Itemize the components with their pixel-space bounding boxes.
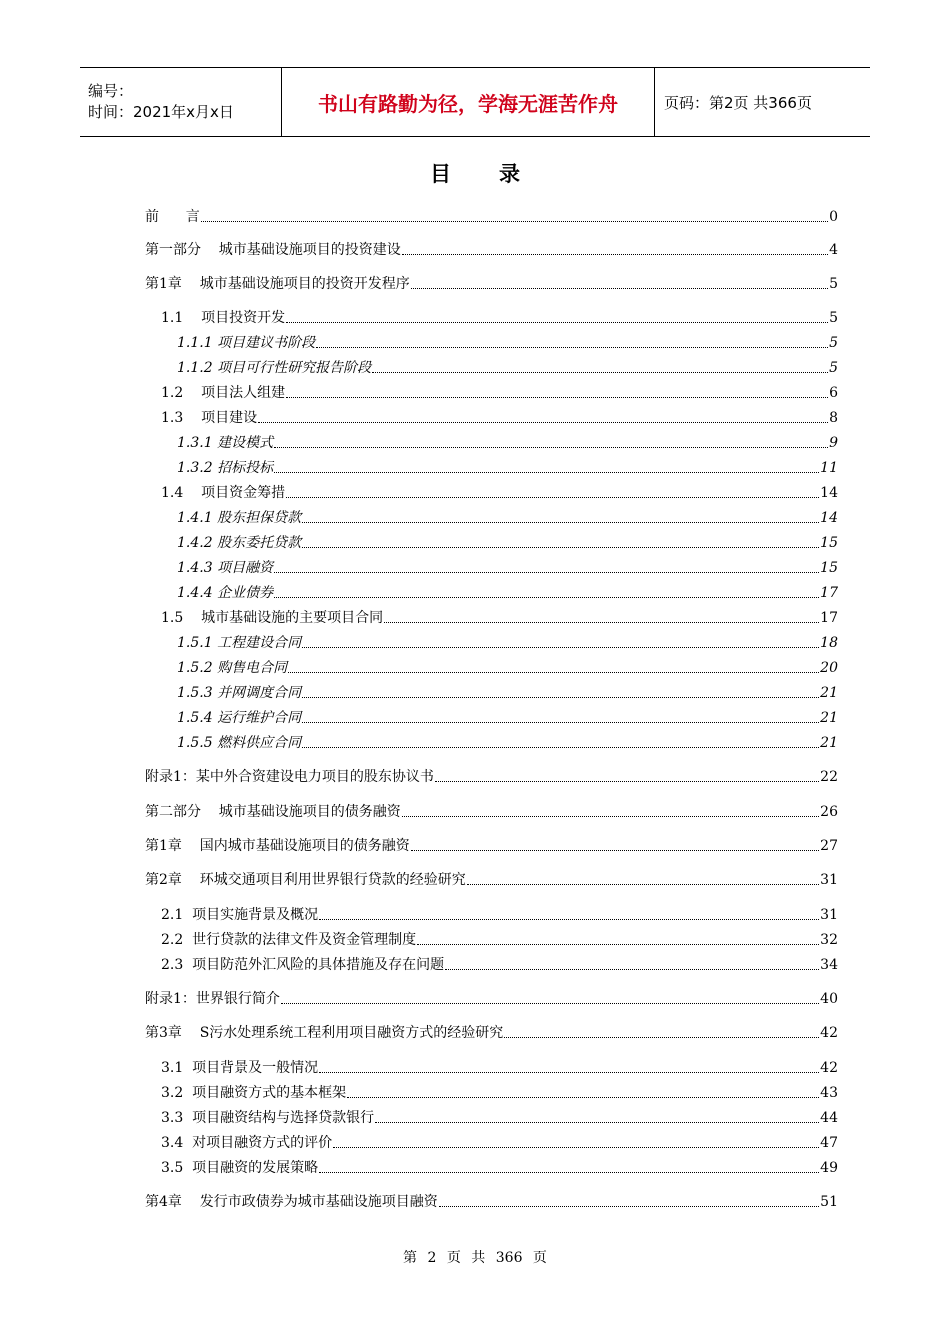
toc-entry-label: 第1章 国内城市基础设施项目的债务融资	[145, 838, 410, 854]
toc-entry-page: 11	[820, 460, 838, 476]
toc-entry[interactable]	[145, 332, 838, 352]
toc-entry[interactable]	[145, 929, 838, 949]
toc-entry[interactable]	[145, 507, 838, 527]
toc-entry[interactable]	[145, 682, 838, 702]
toc-leader-dots	[445, 969, 819, 970]
toc-entry-label: 附录1：某中外合资建设电力项目的股东协议书	[145, 769, 434, 785]
toc-entry-label: 3.1 项目背景及一般情况	[161, 1060, 319, 1076]
toc-entry-label: 1.4.2 股东委托贷款	[177, 535, 302, 551]
toc-entry[interactable]	[145, 206, 838, 226]
toc-leader-dots	[302, 547, 819, 548]
toc-entry[interactable]	[145, 557, 838, 577]
toc-leader-dots	[281, 1003, 819, 1004]
document-date: 时间：2021年x月x日	[88, 103, 234, 121]
toc-entry[interactable]	[145, 1191, 838, 1211]
toc-entry-page: 15	[820, 560, 838, 576]
toc-entry-label: 附录1：世界银行简介	[145, 991, 280, 1007]
toc-leader-dots	[347, 1097, 819, 1098]
toc-entry-page: 47	[820, 1135, 838, 1151]
toc-entry-label: 前 言	[145, 209, 200, 225]
toc-entry-page: 21	[820, 710, 838, 726]
toc-entry[interactable]	[145, 1107, 838, 1127]
toc-entry[interactable]	[145, 357, 838, 377]
toc-entry-page: 31	[820, 907, 838, 923]
toc-entry[interactable]	[145, 988, 838, 1008]
header-meta	[80, 68, 282, 136]
toc-entry-label: 3.5 项目融资的发展策略	[161, 1160, 319, 1176]
toc-entry-page: 5	[829, 335, 838, 351]
toc-entry-page: 14	[820, 510, 838, 526]
toc-entry-page: 40	[820, 991, 838, 1007]
toc-leader-dots	[504, 1037, 819, 1038]
toc-entry-page: 42	[820, 1025, 838, 1041]
toc-leader-dots	[384, 622, 819, 623]
toc-entry-page: 14	[820, 485, 838, 501]
toc-entry-page: 42	[820, 1060, 838, 1076]
toc-entry-label: 第2章 环城交通项目利用世界银行贷款的经验研究	[145, 872, 466, 888]
toc-entry[interactable]	[145, 657, 838, 677]
toc-leader-dots	[316, 347, 828, 348]
toc-entry-label: 1.5.5 燃料供应合同	[177, 735, 302, 751]
toc-entry[interactable]	[145, 1132, 838, 1152]
document-number-label: 编号：	[88, 82, 134, 100]
toc-entry-page: 31	[820, 872, 838, 888]
toc-entry-label: 1.5.4 运行维护合同	[177, 710, 302, 726]
toc-leader-dots	[274, 572, 819, 573]
toc-entry[interactable]	[145, 1057, 838, 1077]
toc-entry[interactable]	[145, 532, 838, 552]
toc-leader-dots	[402, 254, 828, 255]
toc-leader-dots	[439, 1206, 819, 1207]
toc-leader-dots	[319, 919, 819, 920]
toc-entry[interactable]	[145, 632, 838, 652]
page-footer: 第 2 页 共 366 页	[403, 1250, 547, 1266]
toc-leader-dots	[319, 1072, 819, 1073]
toc-entry-page: 9	[829, 435, 838, 451]
toc-entry[interactable]	[145, 582, 838, 602]
toc-leader-dots	[411, 850, 819, 851]
toc-entry-page: 43	[820, 1085, 838, 1101]
toc-entry-label: 第一部分 城市基础设施项目的投资建设	[145, 242, 401, 258]
toc-leader-dots	[302, 747, 819, 748]
toc-entry[interactable]	[145, 766, 838, 786]
toc-entry-page: 20	[820, 660, 838, 676]
toc-entry-label: 1.3.2 招标投标	[177, 460, 274, 476]
toc-entry-page: 18	[820, 635, 838, 651]
toc-leader-dots	[286, 497, 819, 498]
toc-entry-page: 17	[820, 610, 838, 626]
toc-leader-dots	[375, 1122, 819, 1123]
toc-entry-page: 6	[829, 385, 838, 401]
toc-entry[interactable]	[145, 707, 838, 727]
toc-entry-label: 2.2 世行贷款的法律文件及资金管理制度	[161, 932, 417, 948]
toc-entry-page: 22	[820, 769, 838, 785]
toc-entry-page: 51	[820, 1194, 838, 1210]
toc-entry-page: 44	[820, 1110, 838, 1126]
toc-entry-page: 5	[829, 276, 838, 292]
toc-leader-dots	[467, 884, 819, 885]
toc-entry[interactable]	[145, 954, 838, 974]
toc-entry-label: 第4章 发行市政债券为城市基础设施项目融资	[145, 1194, 438, 1210]
toc-entry-label: 第二部分 城市基础设施项目的债务融资	[145, 804, 401, 820]
toc-entry-label: 1.5.1 工程建设合同	[177, 635, 302, 651]
toc-title: 目录	[430, 162, 568, 186]
toc-entry-label: 第3章 S污水处理系统工程利用项目融资方式的经验研究	[145, 1025, 504, 1041]
page-header	[80, 67, 870, 137]
toc-leader-dots	[319, 1172, 819, 1173]
toc-leader-dots	[402, 816, 819, 817]
header-motto: 书山有路勤为径，学海无涯苦作舟	[282, 68, 655, 136]
toc-entry-page: 26	[820, 804, 838, 820]
toc-leader-dots	[274, 597, 819, 598]
toc-entry-page: 21	[820, 735, 838, 751]
toc-entry-label: 2.3 项目防范外汇风险的具体措施及存在问题	[161, 957, 445, 973]
toc-entry-page: 4	[829, 242, 838, 258]
toc-leader-dots	[286, 322, 828, 323]
toc-entry-page: 49	[820, 1160, 838, 1176]
toc-leader-dots	[302, 647, 819, 648]
toc-entry-label: 1.5 城市基础设施的主要项目合同	[161, 610, 384, 626]
toc-entry-label: 3.4 对项目融资方式的评价	[161, 1135, 333, 1151]
toc-leader-dots	[435, 781, 819, 782]
toc-leader-dots	[288, 672, 819, 673]
toc-entry[interactable]	[145, 869, 838, 889]
toc-entry-label: 1.4.4 企业债券	[177, 585, 274, 601]
toc-entry[interactable]	[145, 904, 838, 924]
toc-entry-label: 第1章 城市基础设施项目的投资开发程序	[145, 276, 410, 292]
toc-entry-page: 0	[829, 209, 838, 225]
toc-entry[interactable]	[145, 307, 838, 327]
toc-entry[interactable]	[145, 1157, 838, 1177]
toc-leader-dots	[258, 422, 828, 423]
toc-entry-page: 17	[820, 585, 838, 601]
toc-leader-dots	[417, 944, 819, 945]
toc-leader-dots	[286, 397, 828, 398]
toc-entry-page: 5	[829, 310, 838, 326]
toc-entry-label: 1.2 项目法人组建	[161, 385, 286, 401]
toc-entry-page: 34	[820, 957, 838, 973]
toc-entry-label: 1.1 项目投资开发	[161, 310, 286, 326]
toc-entry-label: 1.3 项目建设	[161, 410, 258, 426]
toc-entry-label: 1.5.3 并网调度合同	[177, 685, 302, 701]
toc-entry[interactable]	[145, 382, 838, 402]
toc-entry[interactable]	[145, 607, 838, 627]
toc-entry[interactable]	[145, 482, 838, 502]
toc-entry-label: 1.1.2 项目可行性研究报告阶段	[177, 360, 372, 376]
toc-entry-page: 8	[829, 410, 838, 426]
toc-entry[interactable]	[145, 239, 838, 259]
toc-entry[interactable]	[145, 732, 838, 752]
toc-entry[interactable]	[145, 457, 838, 477]
toc-leader-dots	[302, 697, 819, 698]
toc-leader-dots	[274, 472, 819, 473]
toc-leader-dots	[274, 447, 828, 448]
toc-entry-page: 15	[820, 535, 838, 551]
toc-leader-dots	[302, 722, 819, 723]
toc-leader-dots	[302, 522, 819, 523]
toc-entry[interactable]	[145, 273, 838, 293]
toc-entry-label: 1.1.1 项目建议书阶段	[177, 335, 316, 351]
toc-entry-label: 2.1 项目实施背景及概况	[161, 907, 319, 923]
toc-entry-page: 21	[820, 685, 838, 701]
toc-entry-label: 3.2 项目融资方式的基本框架	[161, 1085, 347, 1101]
toc-entry-page: 27	[820, 838, 838, 854]
toc-leader-dots	[333, 1147, 819, 1148]
toc-leader-dots	[411, 288, 828, 289]
toc-leader-dots	[201, 221, 828, 222]
toc-entry[interactable]	[145, 1082, 838, 1102]
toc-entry[interactable]	[145, 835, 838, 855]
toc-entry[interactable]	[145, 432, 838, 452]
toc-entry-label: 1.4.1 股东担保贷款	[177, 510, 302, 526]
toc-entry-page: 32	[820, 932, 838, 948]
toc-entry-label: 3.3 项目融资结构与选择贷款银行	[161, 1110, 375, 1126]
toc-entry-label: 1.5.2 购售电合同	[177, 660, 288, 676]
toc-entry-label: 1.3.1 建设模式	[177, 435, 274, 451]
toc-entry[interactable]	[145, 407, 838, 427]
toc-entry[interactable]	[145, 1022, 838, 1042]
header-page-info: 页码：第2页 共366页	[664, 93, 812, 112]
toc-entry-label: 1.4 项目资金筹措	[161, 485, 286, 501]
toc-entry[interactable]	[145, 801, 838, 821]
toc-entry-page: 5	[829, 360, 838, 376]
toc-entry-label: 1.4.3 项目融资	[177, 560, 274, 576]
toc-leader-dots	[372, 372, 828, 373]
